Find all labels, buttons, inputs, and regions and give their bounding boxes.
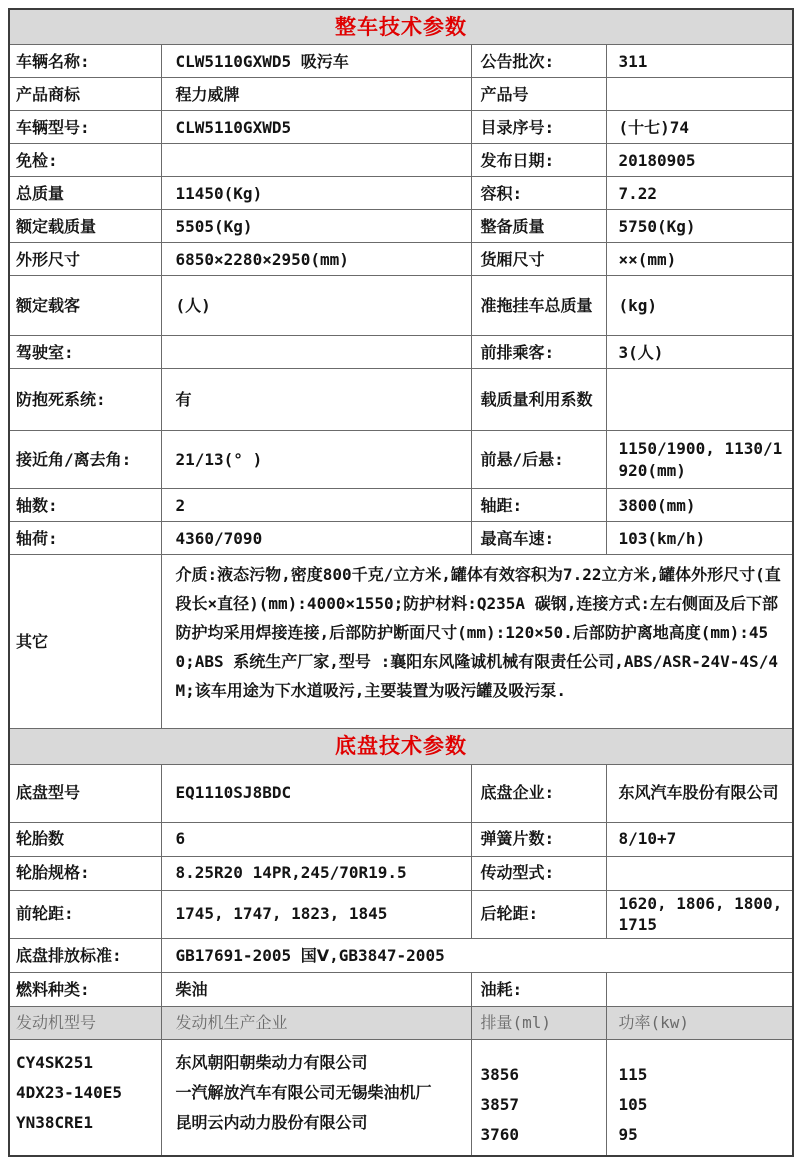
param-label: 额定载客 [9,276,161,336]
table-row [9,243,793,276]
param-label: 驾驶室: [9,336,161,369]
engine-model: YN38CRE1 [16,1112,94,1132]
param-label: 轮胎规格: [9,856,161,890]
engine-models-cell [9,1039,161,1156]
engine-header-displacement: 排量(ml) [471,1006,606,1039]
engine-data-row [9,1039,793,1156]
param-label: 轴数: [9,489,161,522]
table-row [9,336,793,369]
param-label: 底盘型号 [9,764,161,822]
param-value: EQ1110SJ8BDC [161,764,471,822]
engine-displacement: 3760 [480,1124,520,1144]
engine-displacement: 3857 [480,1094,520,1114]
param-value [606,78,793,111]
engine-power: 115 [618,1064,648,1084]
param-value: 8.25R20 14PR,245/70R19.5 [161,856,471,890]
param-label: 底盘排放标准: [9,938,161,972]
param-value: 8/10+7 [606,822,793,856]
param-label: 额定载质量 [9,210,161,243]
engine-power: 105 [618,1094,648,1114]
param-value: 1150/1900, 1130/1920(mm) [606,431,793,489]
param-value [606,856,793,890]
table-row-other [9,555,793,729]
param-label: 总质量 [9,177,161,210]
param-label: 货厢尺寸 [471,243,606,276]
param-label: 准拖挂车总质量 [471,276,606,336]
engine-header-row [9,1006,793,1039]
table-row [9,890,793,938]
table-row [9,489,793,522]
table-row [9,45,793,78]
param-value: 3(人) [606,336,793,369]
param-label: 后轮距: [471,890,606,938]
engine-model: 4DX23-140E5 [16,1082,122,1102]
section-header-row [9,729,793,764]
param-label: 油耗: [471,972,606,1006]
param-label: 整备质量 [471,210,606,243]
engine-model: CY4SK251 [16,1052,94,1072]
param-label: 前悬/后悬: [471,431,606,489]
engine-power: 95 [618,1124,638,1144]
param-value: 有 [161,369,471,431]
param-label: 最高车速: [471,522,606,555]
param-value: CLW5110GXWD5 [161,111,471,144]
param-label: 轮胎数 [9,822,161,856]
param-label: 传动型式: [471,856,606,890]
param-value: 6 [161,822,471,856]
table-row [9,144,793,177]
param-value: 东风汽车股份有限公司 [606,764,793,822]
param-label: 车辆名称: [9,45,161,78]
param-value [606,972,793,1006]
section-title-vehicle: 整车技术参数 [9,9,793,45]
param-label: 外形尺寸 [9,243,161,276]
param-label: 车辆型号: [9,111,161,144]
engine-makers-cell [161,1039,471,1156]
param-label: 接近角/离去角: [9,431,161,489]
param-label: 其它 [9,555,161,729]
param-value: 6850×2280×2950(mm) [161,243,471,276]
table-row-emission [9,938,793,972]
engine-header-maker: 发动机生产企业 [161,1006,471,1039]
param-label: 轴距: [471,489,606,522]
param-value: 4360/7090 [161,522,471,555]
table-row [9,276,793,336]
table-row [9,111,793,144]
section-title-chassis: 底盘技术参数 [9,729,793,764]
table-row [9,369,793,431]
param-value: CLW5110GXWD5 吸污车 [161,45,471,78]
param-value [606,369,793,431]
table-row [9,764,793,822]
param-label: 产品号 [471,78,606,111]
param-value [161,336,471,369]
table-row [9,210,793,243]
engine-header-model: 发动机型号 [9,1006,161,1039]
table-row [9,431,793,489]
table-row [9,78,793,111]
table-row [9,522,793,555]
param-value: (十七)74 [606,111,793,144]
param-label: 目录序号: [471,111,606,144]
param-label: 载质量利用系数 [471,369,606,431]
engine-maker: 一汽解放汽车有限公司无锡柴油机厂 [175,1082,432,1102]
param-value: (人) [161,276,471,336]
engine-displacement: 3856 [480,1064,520,1084]
section-header-row [9,9,793,45]
engine-powers-cell [606,1039,793,1156]
param-value: 1620, 1806, 1800, 1715 [606,890,793,938]
param-label: 弹簧片数: [471,822,606,856]
param-value: GB17691-2005 国Ⅴ,GB3847-2005 [161,938,793,972]
param-value: 103(km/h) [606,522,793,555]
table-row [9,856,793,890]
param-label: 底盘企业: [471,764,606,822]
param-value: (kg) [606,276,793,336]
param-label: 免检: [9,144,161,177]
param-label: 燃料种类: [9,972,161,1006]
param-label: 公告批次: [471,45,606,78]
engine-maker: 东风朝阳朝柴动力有限公司 [175,1052,368,1072]
param-label: 轴荷: [9,522,161,555]
param-value: 7.22 [606,177,793,210]
param-value: 3800(mm) [606,489,793,522]
param-value: 21/13(° ) [161,431,471,489]
param-value: 5750(Kg) [606,210,793,243]
param-value: 程力威牌 [161,78,471,111]
param-value: 柴油 [161,972,471,1006]
engine-header-power: 功率(kw) [606,1006,793,1039]
param-label: 前轮距: [9,890,161,938]
other-remarks-text: 介质:液态污物,密度800千克/立方米,罐体有效容积为7.22立方米,罐体外形尺寸(直段长×直径)(mm):4000×1550;防护材料:Q235A 碳钢,连接方式:左右侧面及后下部防护均采用焊接连接,后部防护断面尺寸(mm):120×50.后部防护离地高度(mm):450;ABS 系统生产厂家,型号 :襄阳东风隆诚机械有限责任公司,ABS/ASR-24V-4S/4M;该车用途为下水道吸污,主要装置为吸污罐及吸污泵. [161,555,793,729]
param-value: 2 [161,489,471,522]
param-label: 产品商标 [9,78,161,111]
spec-sheet [8,8,792,1157]
param-value: 1745, 1747, 1823, 1845 [161,890,471,938]
table-row [9,972,793,1006]
table-row [9,822,793,856]
engine-displacements-cell [471,1039,606,1156]
param-label: 容积: [471,177,606,210]
param-value: ××(mm) [606,243,793,276]
param-label: 发布日期: [471,144,606,177]
param-value: 311 [606,45,793,78]
spec-table [8,8,794,1157]
param-value: 20180905 [606,144,793,177]
param-value: 11450(Kg) [161,177,471,210]
param-label: 防抱死系统: [9,369,161,431]
param-label: 前排乘客: [471,336,606,369]
param-value [161,144,471,177]
table-row [9,177,793,210]
engine-maker: 昆明云内动力股份有限公司 [175,1112,368,1132]
param-value: 5505(Kg) [161,210,471,243]
